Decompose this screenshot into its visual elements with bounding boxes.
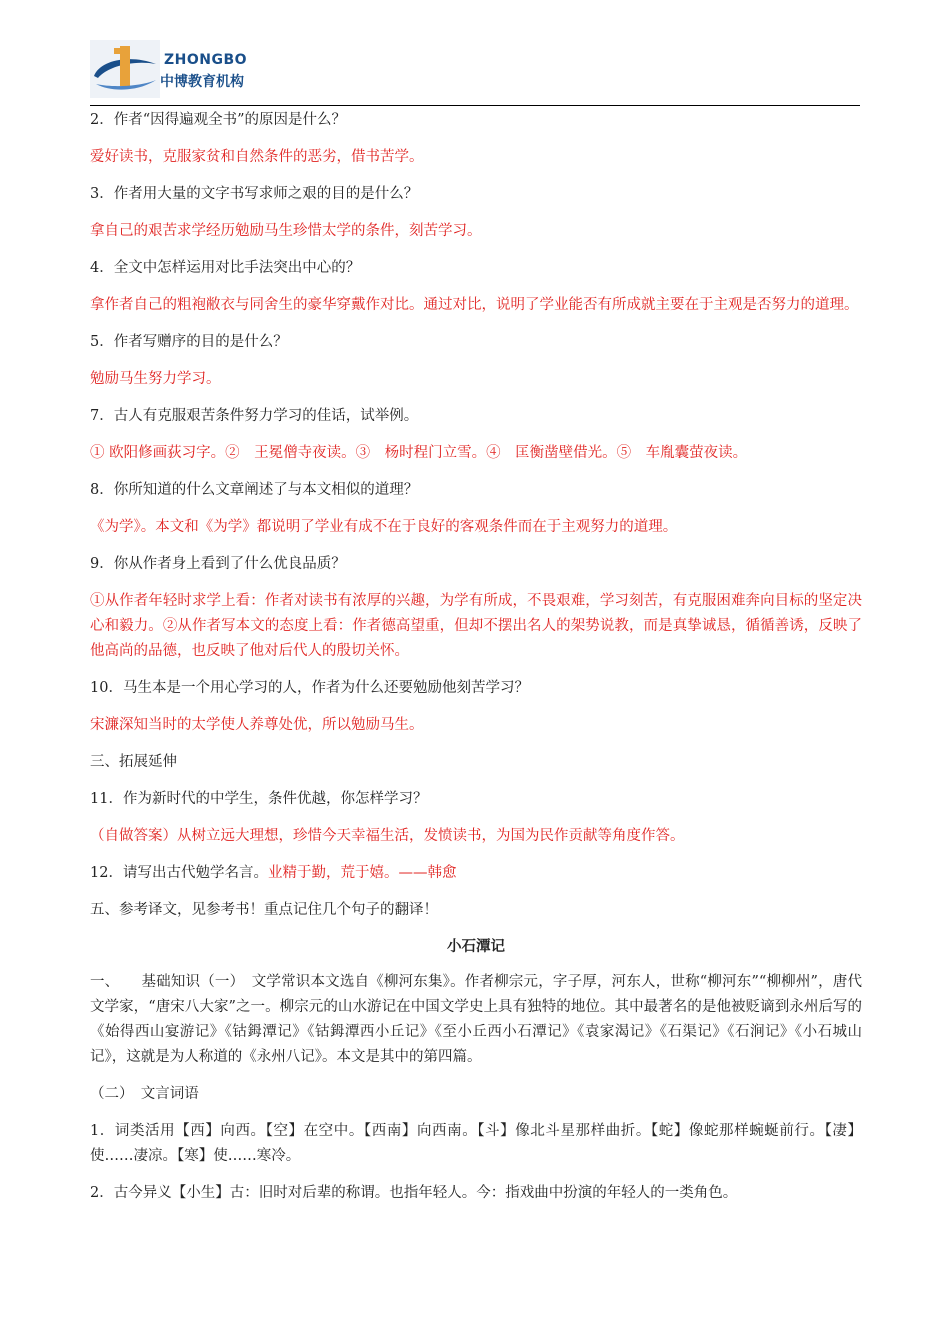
question-12-answer: 业精于勤，荒于嬉。——韩愈	[267, 865, 457, 881]
answer-line: 勉励马生努力学习。	[90, 371, 221, 387]
header-divider	[90, 105, 860, 106]
question-line: 5．作者写赠序的目的是什么？	[90, 334, 288, 350]
question-line: 10．马生本是一个用心学习的人，作者为什么还要勉励他刻苦学习？	[90, 680, 529, 696]
word-usage-item: 1．词类活用【西】向西。【空】在空中。【西南】向西南。【斗】像北斗星那样曲折。【蛇】像蛇那样蜿蜒前行。【凄】使……凄凉。【寒】使……寒冷。	[90, 1123, 862, 1164]
question-line: 7．古人有克服艰苦条件努力学习的佳话，试举例。	[90, 408, 419, 424]
qa-list	[90, 108, 862, 849]
question-line: 8．你所知道的什么文章阐述了与本文相似的道理？	[90, 482, 419, 498]
translation-note: 五、参考译文，见参考书！重点记住几个句子的翻译！	[90, 902, 438, 918]
answer-line: 拿自己的艰苦求学经历勉励马生珍惜太学的条件，刻苦学习。	[90, 223, 482, 239]
zhongbo-logo-icon	[90, 40, 160, 98]
question-line: 3．作者用大量的文字书写求师之艰的目的是什么？	[90, 186, 419, 202]
page-header	[90, 40, 860, 106]
answer-line: （自做答案）从树立远大理想，珍惜今天幸福生活，发愤读书，为国为民作贡献等角度作答。	[90, 828, 685, 844]
ancient-modern-meaning-item: 2．古今异义【小生】古：旧时对后辈的称谓。也指年轻人。今：指戏曲中扮演的年轻人的一类角色。	[90, 1185, 738, 1201]
question-12	[90, 861, 862, 886]
logo-text-en: ZHONGBO	[164, 52, 248, 68]
question-line: 9．你从作者身上看到了什么优良品质？	[90, 556, 346, 572]
question-line: 4．全文中怎样运用对比手法突出中心的？	[90, 260, 361, 276]
answer-line: ①从作者年轻时求学上看：作者对读书有浓厚的兴趣，为学有所成，不畏艰难，学习刻苦，有克服困难奔向目标的坚定决心和毅力。②从作者写本文的态度上看：作者德高望重，但却不摆出名人的架势说教，而是真挚诚恳，循循善诱，反映了他高尚的品德，也反映了他对后代人的殷切关怀。	[90, 593, 862, 659]
question-line: 三、拓展延伸	[90, 754, 177, 770]
document-body	[90, 108, 862, 1218]
answer-line: 拿作者自己的粗袍敝衣与同舍生的豪华穿戴作对比。通过对比，说明了学业能否有所成就主要在于主观是否努力的道理。	[90, 297, 859, 313]
logo-text-cn: 中博教育机构	[160, 74, 244, 90]
wenyan-heading: （二） 文言词语	[90, 1086, 199, 1102]
answer-line: ① 欧阳修画荻习字。② 王冕僧寺夜读。③ 杨时程门立雪。④ 匡衡凿壁借光。⑤ 车胤囊萤夜读。	[90, 445, 748, 461]
answer-line: 宋濂深知当时的太学使人养尊处优，所以勉励马生。	[90, 717, 424, 733]
zhongbo-logo	[90, 40, 290, 98]
question-12-text: 12．请写出古代勉学名言。	[90, 865, 268, 881]
answer-line: 爱好读书，克服家贫和自然条件的恶劣，借书苦学。	[90, 149, 424, 165]
basic-knowledge-paragraph: 一、 基础知识（一） 文学常识本文选自《柳河东集》。作者柳宗元，字子厚，河东人，世称“柳河东”“柳柳州”，唐代文学家，“唐宋八大家”之一。柳宗元的山水游记在中国文学史上具有独特的地位。其中最著名的是他被贬谪到永州后写的《始得西山宴游记》《钴鉧潭记》《钴鉧潭西小丘记》《至小丘西小石潭记》《袁家渴记》《石渠记》《石涧记》《小石城山记》，这就是为人称道的《永州八记》。本文是其中的第四篇。	[90, 974, 862, 1065]
question-line: 11．作为新时代的中学生，条件优越，你怎样学习？	[90, 791, 428, 807]
section-title: 小石潭记	[447, 939, 505, 955]
question-line: 2．作者“因得遍观全书”的原因是什么？	[90, 112, 347, 128]
answer-line: 《为学》。本文和《为学》都说明了学业有成不在于良好的客观条件而在于主观努力的道理。	[90, 519, 678, 535]
